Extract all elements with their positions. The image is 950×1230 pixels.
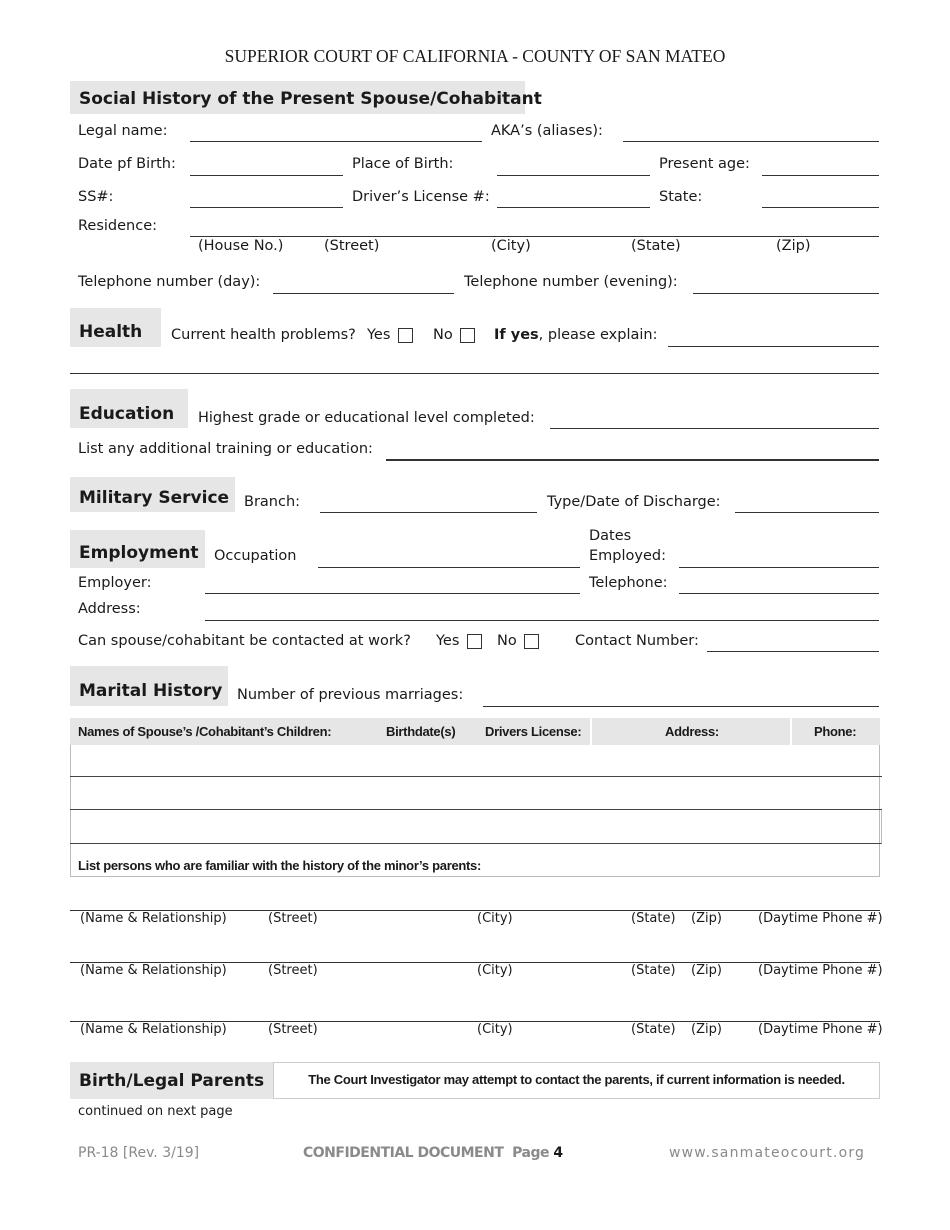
education-additional-field[interactable] [386,459,879,461]
person-1-zip: (Zip) [691,911,722,926]
phone-evening-label: Telephone number (evening): [464,274,678,290]
footer-form-id: PR-18 [Rev. 3/19] [78,1145,200,1161]
residence-label: Residence: [78,218,158,234]
residence-house-caption: (House No.) [198,238,284,254]
person-2-street: (Street) [268,963,318,978]
drivers-license-field[interactable] [497,207,650,208]
health-if-yes-strong: If yes [494,327,539,343]
drivers-license-label: Driver’s License #: [352,189,490,205]
education-additional-label: List any additional training or education: [78,441,373,457]
present-age-field[interactable] [762,175,879,176]
footer-confidential [303,1145,563,1161]
birth-parents-title: Birth/Legal Parents [79,1071,265,1091]
person-3-state: (State) [631,1022,676,1037]
state-field[interactable] [762,207,879,208]
education-title: Education [79,404,175,424]
section-education [70,389,188,428]
person-3-phone: (Daytime Phone #) [758,1022,883,1037]
contact-at-work-question: Can spouse/cohabitant be contacted at work? [78,633,411,649]
health-if-yes [494,326,657,344]
ssn-field[interactable] [190,207,343,208]
employer-telephone-field[interactable] [679,593,879,594]
health-yes-checkbox[interactable] [398,328,413,343]
military-branch-label: Branch: [244,494,301,510]
state-label: State: [659,189,703,205]
employer-label: Employer: [78,575,152,591]
col-phone: Phone: [814,724,857,739]
health-question: Current health problems? [171,327,356,343]
employer-field[interactable] [205,593,580,594]
aka-field[interactable] [623,141,879,142]
list-persons-label: List persons who are familiar with the history of the minor’s parents: [78,858,482,873]
children-table-header-divider-1 [590,718,592,745]
person-2-city: (City) [477,963,513,978]
employer-telephone-label: Telephone: [589,575,668,591]
section-birth-parents [70,1062,273,1099]
footer-website[interactable]: www.sanmateocourt.org [669,1145,866,1161]
health-explain-field-2[interactable] [70,373,879,374]
children-row-1[interactable] [70,745,882,777]
person-3-city: (City) [477,1022,513,1037]
person-3-street: (Street) [268,1022,318,1037]
military-branch-field[interactable] [320,512,537,513]
col-drivers-license: Drivers License: [485,724,582,739]
section-employment [70,530,205,568]
place-of-birth-label: Place of Birth: [352,156,454,172]
person-2-state: (State) [631,963,676,978]
contact-yes-checkbox[interactable] [467,634,482,649]
person-3-name: (Name & Relationship) [80,1022,227,1037]
person-1-name: (Name & Relationship) [80,911,227,926]
person-2-name: (Name & Relationship) [80,963,227,978]
contact-no-label: No [497,633,517,649]
phone-day-field[interactable] [273,293,454,294]
legal-name-field[interactable] [190,141,482,142]
residence-street-caption: (Street) [324,238,380,254]
contact-number-label: Contact Number: [575,633,699,649]
col-children-names: Names of Spouse’s /Cohabitant’s Children: [78,724,332,739]
children-table-header-divider-2 [790,718,792,745]
contact-number-field[interactable] [707,651,879,652]
footer-confidential-text: CONFIDENTIAL DOCUMENT [303,1145,504,1161]
marital-previous-label: Number of previous marriages: [237,687,464,703]
education-highest-field[interactable] [550,428,879,429]
employer-address-label: Address: [78,601,141,617]
children-row-3[interactable] [70,810,882,844]
legal-name-label: Legal name: [78,123,168,139]
person-3-zip: (Zip) [691,1022,722,1037]
birth-parents-note: The Court Investigator may attempt to contact the parents, if current information is needed. [308,1072,845,1087]
marital-previous-field[interactable] [483,706,879,707]
section-marital [70,666,228,706]
dates-label: Dates [589,528,632,544]
children-row-2[interactable] [70,777,882,810]
person-1-phone: (Daytime Phone #) [758,911,883,926]
phone-day-label: Telephone number (day): [78,274,261,290]
military-discharge-field[interactable] [735,512,879,513]
present-age-label: Present age: [659,156,750,172]
residence-city-caption: (City) [491,238,531,254]
footer-page-label: Page [512,1145,549,1161]
health-explain-label: , please explain: [538,327,658,343]
military-discharge-label: Type/Date of Discharge: [547,494,721,510]
col-address: Address: [665,724,719,739]
person-2-zip: (Zip) [691,963,722,978]
ssn-label: SS#: [78,189,114,205]
residence-zip-caption: (Zip) [776,238,811,254]
contact-no-checkbox[interactable] [524,634,539,649]
employer-address-field[interactable] [205,620,879,621]
dob-label: Date pf Birth: [78,156,176,172]
section-health [70,308,161,347]
section-social-history [70,81,542,114]
footer-page-number: 4 [553,1145,563,1161]
health-no-label: No [433,327,453,343]
health-explain-field[interactable] [668,346,879,347]
court-title: SUPERIOR COURT OF CALIFORNIA - COUNTY OF SAN MATEO [224,46,726,66]
person-2-phone: (Daytime Phone #) [758,963,883,978]
military-title: Military Service [79,488,230,508]
dates-employed-field[interactable] [679,567,879,568]
employed-label: Employed: [589,548,666,564]
dob-field[interactable] [190,175,343,176]
section-military [70,477,235,512]
person-1-street: (Street) [268,911,318,926]
residence-state-caption: (State) [631,238,681,254]
employment-title: Employment [79,543,199,563]
continued-note: continued on next page [78,1104,233,1119]
aka-label: AKA’s (aliases): [491,123,603,139]
col-birthdates: Birthdate(s) [386,724,456,739]
health-no-checkbox[interactable] [460,328,475,343]
person-1-city: (City) [477,911,513,926]
health-title: Health [79,322,143,342]
occupation-field[interactable] [318,567,580,568]
health-yes-label: Yes [367,327,391,343]
marital-title: Marital History [79,681,223,701]
person-1-state: (State) [631,911,676,926]
contact-yes-label: Yes [436,633,460,649]
occupation-label: Occupation [214,548,297,564]
social-history-title: Social History of the Present Spouse/Cohabitant [79,89,542,109]
phone-evening-field[interactable] [693,293,879,294]
education-highest-label: Highest grade or educational level completed: [198,410,535,426]
place-of-birth-field[interactable] [497,175,650,176]
